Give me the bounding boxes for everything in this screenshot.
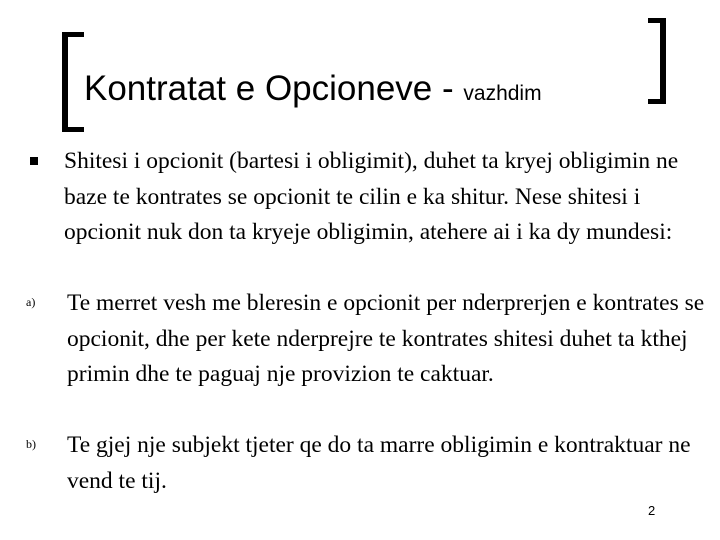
slide-title-suffix: vazhdim xyxy=(463,82,542,105)
title-bracket-left-top xyxy=(62,32,84,37)
list-marker-a: a) xyxy=(26,295,36,309)
page-number: 2 xyxy=(648,503,656,518)
slide-title xyxy=(84,68,542,110)
title-bracket-left-bottom xyxy=(62,127,84,132)
title-bracket-left xyxy=(62,32,68,132)
list-item-b: Te gjej nje subjekt tjeter qe do ta marre obligimin e kontraktuar ne vend te tij. xyxy=(67,432,691,494)
list-item-a: Te merret vesh me bleresin e opcionit per nderprerjen e kontrates se opcionit, dhe per kete nderprejre te kontrates shitesi duhet ta kthej primin dhe te paguaj nje provizion te caktuar. xyxy=(67,290,705,388)
bullet-text-1: Shitesi i opcionit (bartesi i obligimit), duhet ta kryej obligimin ne baze te kontrates se opcionit te cilin e ka shitur. Nese shitesi i opcionit nuk don ta kryeje obligimin, atehere ai i ka dy mundesi: xyxy=(64,148,679,246)
bullet-square-icon xyxy=(30,157,38,165)
slide-title-main: Kontratat e Opcioneve - xyxy=(84,69,464,108)
title-bracket-right-bottom xyxy=(648,99,666,104)
title-bracket-right xyxy=(660,18,666,104)
title-bracket-right-top xyxy=(648,18,666,23)
list-marker-b: b) xyxy=(26,437,36,451)
